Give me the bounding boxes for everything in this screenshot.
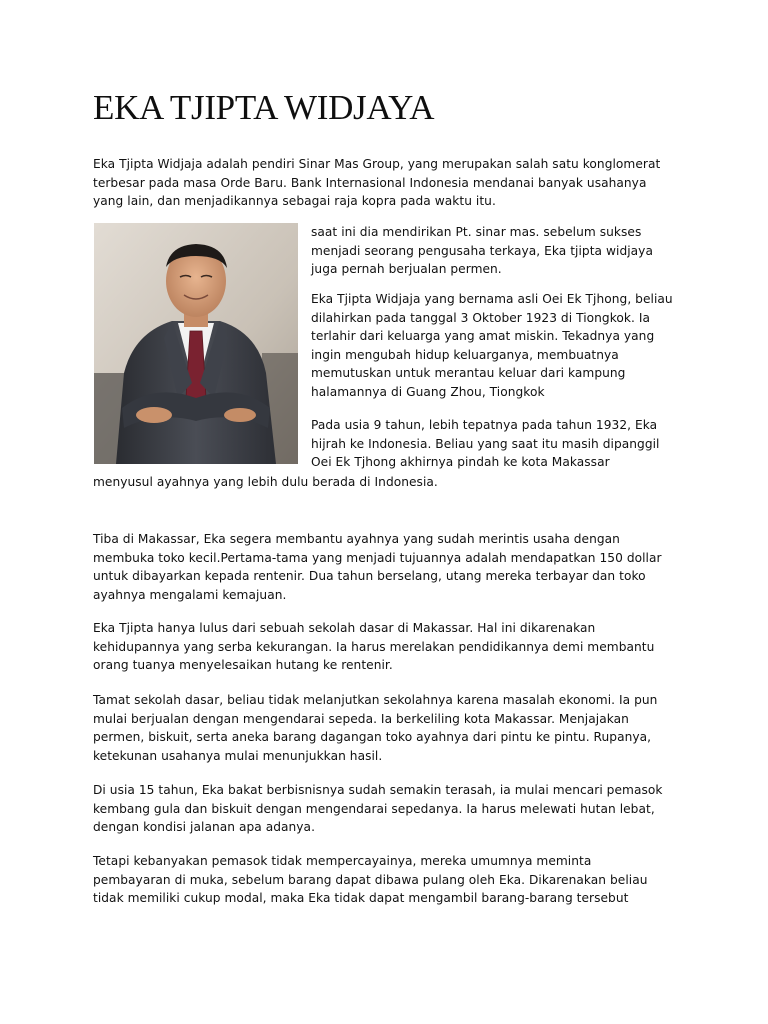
- paragraph-makassar: Tiba di Makassar, Eka segera membantu ayahnya yang sudah merintis usaha dengan membuka toko kecil.Pertama-tama yang menjadi tujuannya adalah mendapatkan 150 dollar untuk dibayarkan kepada rentenir. Dua tahun berselang, utang mereka terbayar dan toko ayahnya mengalami kemajuan.: [93, 532, 662, 602]
- side-paragraph-3: Pada usia 9 tahun, lebih tepatnya pada tahun 1932, Eka hijrah ke Indonesia. Beliau yang saat itu masih dipanggil Oei Ek Tjhong akhirnya pindah ke kota Makassar: [311, 418, 660, 470]
- paragraph-bicycle: Tamat sekolah dasar, beliau tidak melanjutkan sekolahnya karena masalah ekonomi. Ia pun mulai berjualan dengan mengendarai sepeda. Ia berkeliling kota Makassar. Menjajakan permen, biskuit, serta aneka barang dagangan toko ayahnya dari pintu ke pintu. Rupanya, ketekunan usahanya mulai menunjukkan hasil.: [93, 693, 658, 763]
- page-title: EKA TJIPTA WIDJAYA: [93, 88, 435, 127]
- paragraph-school: Eka Tjipta hanya lulus dari sebuah sekolah dasar di Makassar. Hal ini dikarenakan kehidupannya yang serba kekurangan. Ia harus merelakan pendidikannya demi membantu orang tuanya menyelesaikan hutang ke rentenir.: [93, 621, 655, 673]
- side-paragraph-2: Eka Tjipta Widjaja yang bernama asli Oei Ek Tjhong, beliau dilahirkan pada tanggal 3 Oktober 1923 di Tiongkok. Ia terlahir dari keluarga yang amat miskin. Tekadnya yang ingin mengubah hidup keluarganya, membuatnya memutuskan untuk merantau keluar dari kampung halamannya di Guang Zhou, Tiongkok: [311, 292, 673, 399]
- paragraph-suppliers: Tetapi kebanyakan pemasok tidak mempercayainya, mereka umumnya meminta pembayaran di muka, sebelum barang dapat dibawa pulang oleh Eka. Dikarenakan beliau tidak memiliki cukup modal, maka Eka tidak dapat mengambil barang-barang tersebut: [93, 854, 648, 906]
- paragraph-age-15: Di usia 15 tahun, Eka bakat berbisnisnya sudah semakin terasah, ia mulai mencari pemasok kembang gula dan biskuit dengan mengendarai sepedanya. Ia harus melewati hutan lebat, dengan kondisi jalanan apa adanya.: [93, 783, 663, 835]
- portrait-photo: [94, 223, 298, 464]
- side-paragraph-3-wrap: menyusul ayahnya yang lebih dulu berada di Indonesia.: [93, 475, 438, 489]
- side-paragraph-1: saat ini dia mendirikan Pt. sinar mas. sebelum sukses menjadi seorang pengusaha terkaya, Eka tjipta widjaya juga pernah berjualan permen.: [311, 225, 653, 277]
- intro-paragraph: Eka Tjipta Widjaja adalah pendiri Sinar Mas Group, yang merupakan salah satu konglomerat terbesar pada masa Orde Baru. Bank Internasional Indonesia mendanai banyak usahanya yang lain, dan menjadikannya sebagai raja kopra pada waktu itu.: [93, 157, 661, 209]
